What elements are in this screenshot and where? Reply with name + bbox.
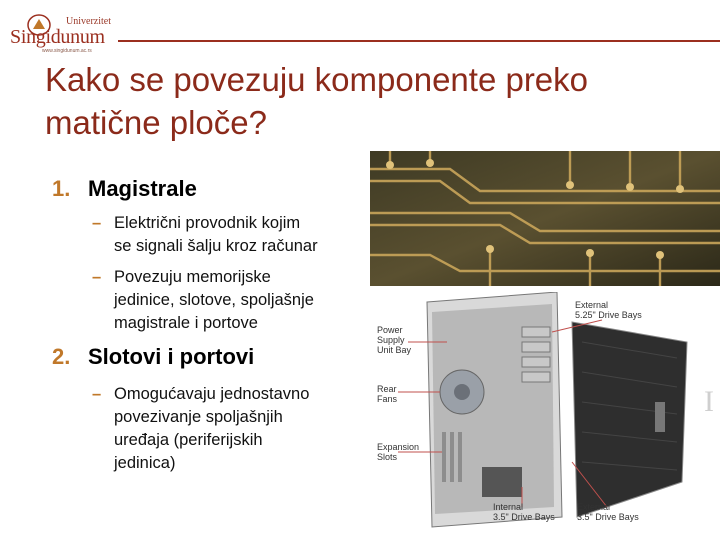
sub-line: Električni provodnik kojim [114, 214, 301, 232]
label-internal-35-bays [493, 502, 555, 522]
item-number: 2. [52, 344, 71, 369]
caption-line: Slots [377, 452, 398, 462]
sub-line: se signali šalju kroz računar [114, 237, 318, 255]
sub-line: uređaja (periferijskih [114, 431, 263, 449]
sub-line: povezivanje spoljašnjih [114, 408, 283, 426]
label-rear-fans [377, 384, 397, 404]
sub-line: Omogućavaju jednostavno [114, 385, 310, 403]
logo-university-text: Univerzitet [66, 16, 111, 27]
list-item-slotovi [52, 344, 254, 370]
logo-url-text: www.singidunum.ac.rs [42, 48, 92, 54]
caption-line: 5.25" Drive Bays [575, 310, 642, 320]
university-logo [10, 12, 120, 52]
sub-line: jedinica) [114, 454, 176, 472]
sub-item [92, 383, 359, 475]
bullet-dash: – [92, 214, 102, 232]
header-divider [118, 40, 720, 42]
label-expansion-slots [377, 442, 419, 462]
caption-line: 3.5" Drive Bays [577, 512, 639, 522]
label-external-35-bays [577, 502, 639, 522]
item-number: 1. [52, 176, 71, 201]
bullet-dash: – [92, 268, 102, 286]
label-external-525-bays [575, 300, 642, 320]
logo-name-text: Singidunum [10, 26, 105, 48]
circuit-board-image [370, 151, 720, 286]
title-line-2: matične ploče? [45, 104, 267, 141]
item-label: Magistrale [88, 176, 197, 201]
caption-line: Expansion [377, 442, 420, 452]
sub-line: magistrale i portove [114, 314, 258, 332]
caption-line: Internal [493, 502, 524, 512]
slide-title [45, 58, 685, 144]
list-item-magistrale [52, 176, 197, 202]
computer-tower-image [372, 292, 697, 532]
sub-line: Povezuju memorijske [114, 268, 271, 286]
caption-line: Unit Bay [377, 345, 412, 355]
caption-line: 3.5" Drive Bays [493, 512, 555, 522]
sub-item [92, 266, 359, 335]
caption-line: External [575, 300, 609, 310]
item-label: Slotovi i portovi [88, 344, 255, 369]
caption-line: Power [377, 325, 403, 335]
label-power-supply [377, 325, 411, 355]
bullet-dash: – [92, 385, 102, 403]
caption-line: Fans [377, 394, 398, 404]
watermark-letter: I [704, 385, 714, 418]
sub-line: jedinice, slotove, spoljašnje [114, 291, 314, 309]
sub-item [92, 212, 359, 258]
caption-line: External [577, 502, 611, 512]
title-line-1: Kako se povezuju komponente preko [45, 61, 589, 98]
caption-line: Rear [377, 384, 397, 394]
caption-line: Supply [377, 335, 405, 345]
